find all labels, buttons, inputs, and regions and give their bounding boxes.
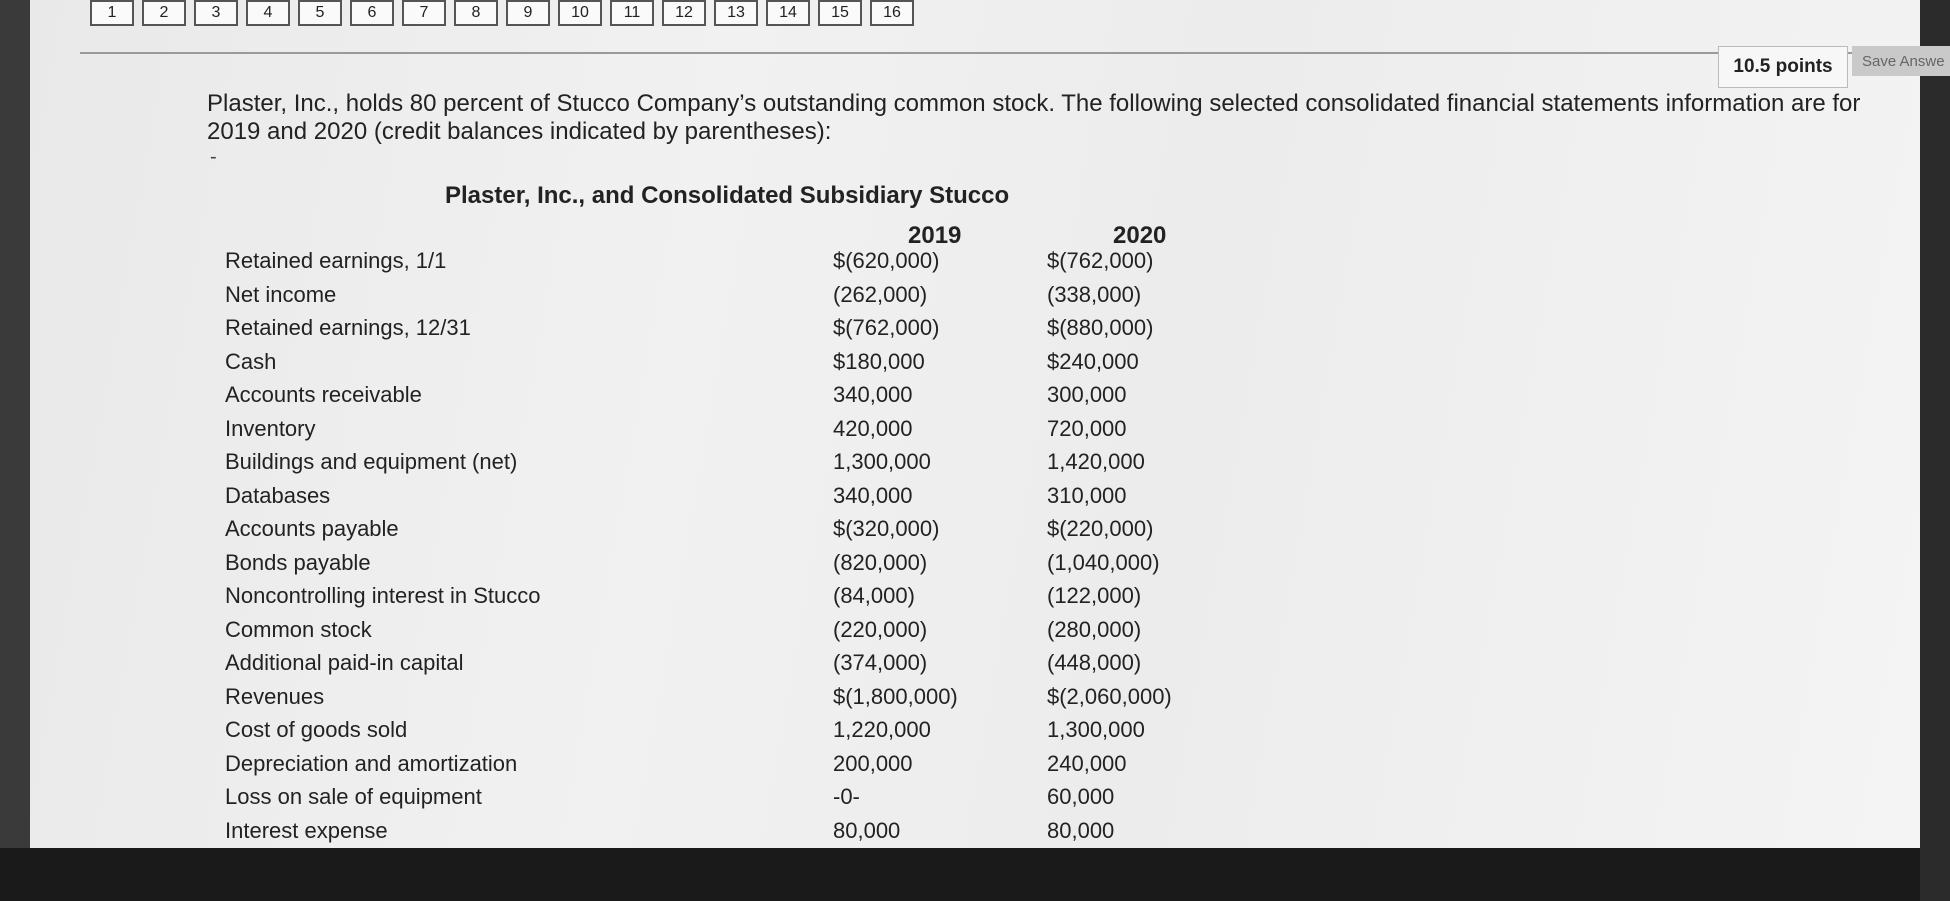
value-2019: 340,000 [833,382,913,407]
browser-viewport [30,0,1945,848]
value-2020: 1,300,000 [1047,717,1145,742]
question-button-8[interactable]: 8 [454,0,498,26]
value-2020: 80,000 [1047,817,1115,843]
row-label: Cash [225,348,277,374]
row-label: Accounts payable [225,516,399,541]
value-2019: 200,000 [833,750,913,776]
value-2020: (1,040,000) [1047,549,1160,575]
question-button-1[interactable]: 1 [90,0,134,26]
save-answer-button[interactable]: Save Answe [1852,46,1950,76]
row-label: Retained earnings, 1/1 [225,248,447,273]
question-button-16[interactable]: 16 [870,0,914,26]
value-2019: -0- [833,784,860,809]
value-2019: (262,000) [833,281,928,307]
value-2020: 300,000 [1047,382,1127,407]
row-label: Retained earnings, 12/31 [225,315,471,340]
value-2020: 1,420,000 [1047,449,1145,474]
column-header-2020: 2020 [1113,222,1167,249]
row-label: Net income [225,281,337,307]
row-label: Loss on sale of equipment [225,784,482,809]
row-label: Databases [225,482,331,508]
row-label: Interest expense [225,817,388,843]
table-title: Plaster, Inc., and Consolidated Subsidiary Stucco [445,182,1010,209]
row-label: Inventory [225,415,316,441]
value-2020: 240,000 [1047,750,1127,776]
question-button-9[interactable]: 9 [506,0,550,26]
value-2020: (448,000) [1047,650,1142,675]
value-2020: $240,000 [1047,348,1139,374]
value-2020: 310,000 [1047,482,1127,508]
value-2019: (820,000) [833,549,928,575]
value-2019: 80,000 [833,817,901,843]
question-prompt: Plaster, Inc., holds 80 percent of Stucco Company’s outstanding common stock. The following selected consolidated financial statements information are for 2019 and 2020 (credit balances indicated by parentheses): [207,90,1861,145]
value-2019: 420,000 [833,415,913,441]
value-2020: (280,000) [1047,616,1142,642]
row-label: Noncontrolling interest in Stucco [225,583,541,608]
monitor-bezel-bottom [0,848,1920,901]
value-2019: 1,220,000 [833,717,931,742]
value-2019: $(1,800,000) [833,683,958,709]
value-2020: 720,000 [1047,415,1127,441]
question-button-11[interactable]: 11 [610,0,654,26]
question-button-5[interactable]: 5 [298,0,342,26]
question-button-7[interactable]: 7 [402,0,446,26]
row-label: Revenues [225,683,325,709]
question-button-3[interactable]: 3 [194,0,238,26]
question-button-15[interactable]: 15 [818,0,862,26]
question-button-14[interactable]: 14 [766,0,810,26]
value-2019: $(762,000) [833,315,940,340]
value-2019: 1,300,000 [833,449,931,474]
row-label: Depreciation and amortization [225,750,518,776]
row-label: Common stock [225,616,372,642]
value-2020: 60,000 [1047,784,1115,809]
value-2019: $(620,000) [833,248,940,273]
separator-dash: - [210,146,217,168]
value-2019: (220,000) [833,616,928,642]
row-label: Buildings and equipment (net) [225,449,518,474]
value-2020: $(2,060,000) [1047,683,1172,709]
header-divider [80,52,1950,54]
value-2020: $(762,000) [1047,248,1154,273]
question-button-12[interactable]: 12 [662,0,706,26]
points-badge: 10.5 points [1718,46,1848,88]
question-button-4[interactable]: 4 [246,0,290,26]
value-2020: $(880,000) [1047,315,1154,340]
value-2019: 340,000 [833,482,913,508]
row-label: Accounts receivable [225,382,422,407]
question-button-10[interactable]: 10 [558,0,602,26]
row-label: Additional paid-in capital [225,650,464,675]
question-button-6[interactable]: 6 [350,0,394,26]
value-2019: (374,000) [833,650,928,675]
value-2019: (84,000) [833,583,915,608]
value-2020: (122,000) [1047,583,1142,608]
value-2019: $(320,000) [833,516,940,541]
value-2020: (338,000) [1047,281,1142,307]
question-button-13[interactable]: 13 [714,0,758,26]
row-label: Bonds payable [225,549,371,575]
value-2020: $(220,000) [1047,516,1154,541]
value-2019: $180,000 [833,348,925,374]
question-navigation [90,0,914,30]
monitor-bezel-left [0,0,30,848]
question-button-2[interactable]: 2 [142,0,186,26]
column-header-2019: 2019 [908,222,962,249]
row-label: Cost of goods sold [225,717,408,742]
